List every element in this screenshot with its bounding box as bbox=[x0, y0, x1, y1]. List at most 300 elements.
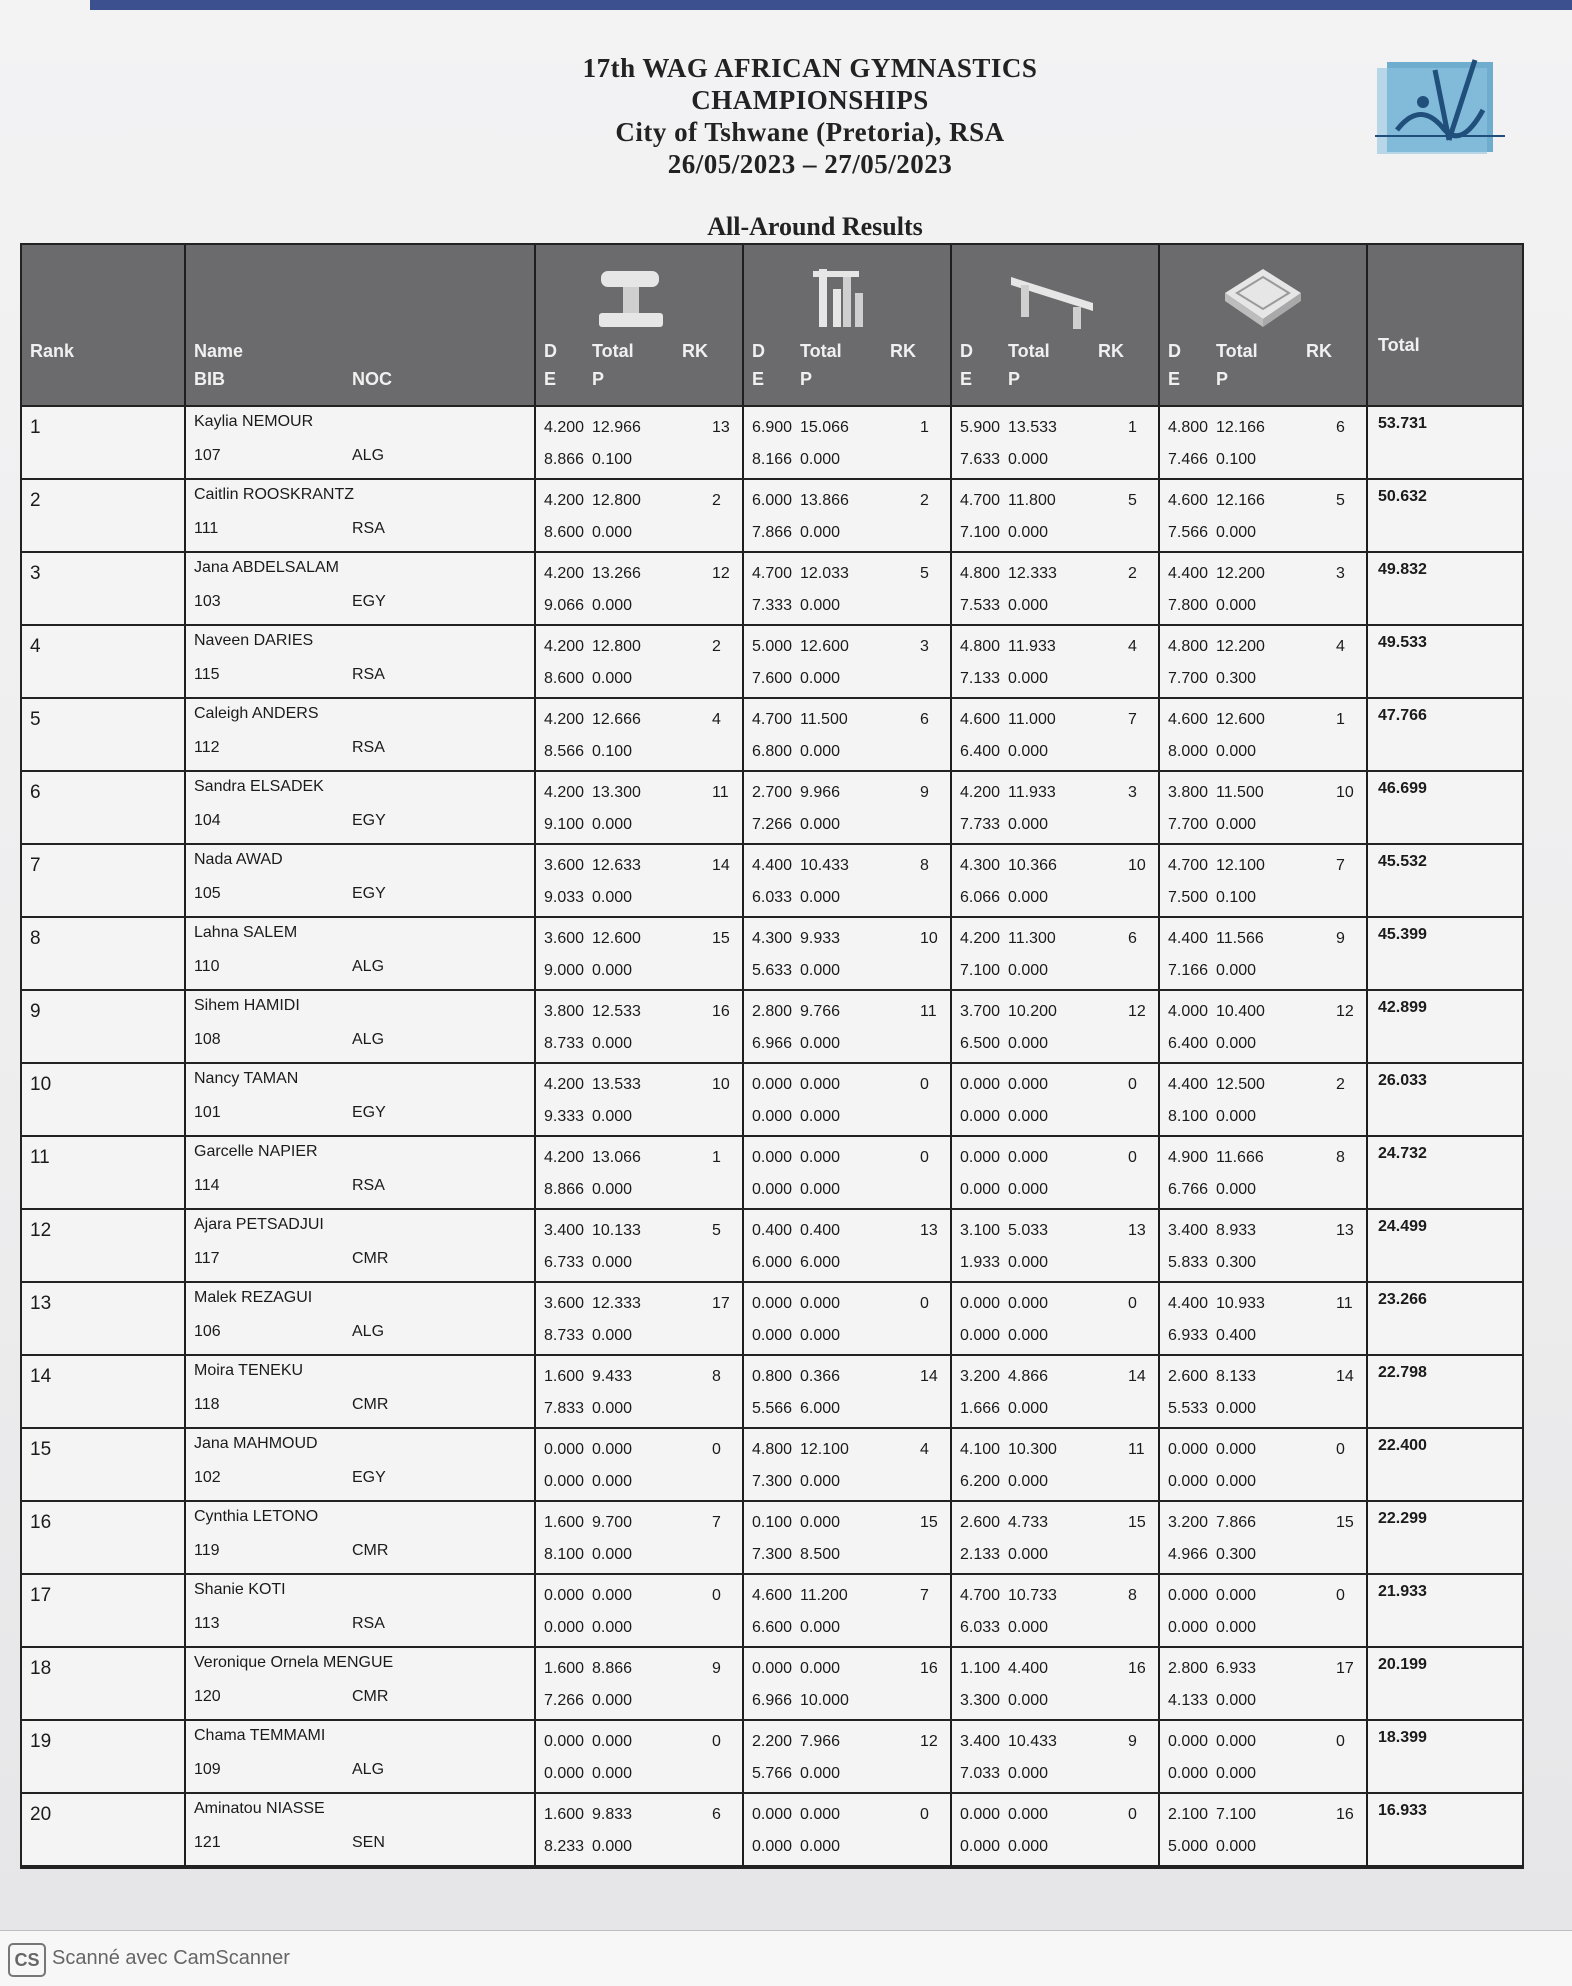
noc-code: CMR bbox=[352, 1688, 389, 1705]
vt-e-score: 8.733 bbox=[544, 1035, 585, 1052]
all-around-total: 21.933 bbox=[1378, 1583, 1427, 1600]
bib-number: 108 bbox=[194, 1031, 221, 1048]
bb-rk-score: 5 bbox=[1128, 492, 1137, 509]
bb-p-score: 0.000 bbox=[1008, 1692, 1049, 1709]
vt-rk-score: 16 bbox=[712, 1003, 730, 1020]
column-divider bbox=[184, 1210, 186, 1281]
column-divider bbox=[1366, 1502, 1368, 1573]
fx-p-score: 0.300 bbox=[1216, 670, 1257, 687]
fx-e-score: 7.700 bbox=[1168, 670, 1209, 687]
column-divider bbox=[184, 1794, 186, 1865]
athlete-name: Kaylia NEMOUR bbox=[194, 413, 314, 430]
column-divider bbox=[1366, 1283, 1368, 1354]
column-divider bbox=[1158, 1137, 1160, 1208]
column-divider bbox=[1366, 918, 1368, 989]
ub-p-score: 0.000 bbox=[800, 962, 841, 979]
column-divider bbox=[1158, 1502, 1160, 1573]
ub-e-score: 6.966 bbox=[752, 1692, 793, 1709]
column-divider bbox=[184, 845, 186, 916]
fx-rk-score: 3 bbox=[1336, 565, 1345, 582]
fx-total-score: 10.400 bbox=[1216, 1003, 1265, 1020]
all-around-total: 24.732 bbox=[1378, 1145, 1427, 1162]
all-around-total: 50.632 bbox=[1378, 488, 1427, 505]
athlete-name: Nancy TAMAN bbox=[194, 1070, 299, 1087]
bb-d-score: 0.000 bbox=[960, 1076, 1001, 1093]
rank-cell: 19 bbox=[30, 1731, 52, 1752]
column-divider bbox=[742, 1575, 744, 1646]
rank-cell: 13 bbox=[30, 1293, 52, 1314]
fx-total-score: 12.166 bbox=[1216, 419, 1265, 436]
all-around-total: 22.400 bbox=[1378, 1437, 1427, 1454]
bb-rk-score: 2 bbox=[1128, 565, 1137, 582]
vt-d-score: 3.600 bbox=[544, 857, 585, 874]
fx-p-score: 0.000 bbox=[1216, 743, 1257, 760]
column-divider bbox=[950, 991, 952, 1062]
bib-number: 112 bbox=[194, 739, 220, 756]
bb-p-score: 0.000 bbox=[1008, 1327, 1049, 1344]
fx-p-score: 0.000 bbox=[1216, 1400, 1257, 1417]
column-divider bbox=[184, 1064, 186, 1135]
column-divider bbox=[184, 1137, 186, 1208]
ub-rk-score: 7 bbox=[920, 1587, 929, 1604]
fx-p-score: 0.000 bbox=[1216, 1035, 1257, 1052]
header-divider bbox=[742, 245, 744, 405]
column-divider bbox=[534, 772, 536, 843]
table-row bbox=[22, 991, 1522, 1064]
vt-p-score: 0.000 bbox=[592, 1108, 633, 1125]
athlete-name: Nada AWAD bbox=[194, 851, 283, 868]
bb-d-score: 1.100 bbox=[960, 1660, 1001, 1677]
vt-d-score: 4.200 bbox=[544, 711, 585, 728]
bb-total-score: 4.733 bbox=[1008, 1514, 1049, 1531]
ub-p-score: 0.000 bbox=[800, 743, 841, 760]
table-row bbox=[22, 1064, 1522, 1137]
athlete-name: Veronique Ornela MENGUE bbox=[194, 1654, 394, 1671]
column-divider bbox=[184, 1575, 186, 1646]
column-divider bbox=[1158, 553, 1160, 624]
bb-p-score: 0.000 bbox=[1008, 1181, 1049, 1198]
fx-d-score: 4.900 bbox=[1168, 1149, 1209, 1166]
ub-e-score: 0.000 bbox=[752, 1108, 793, 1125]
bb-p-score: 0.000 bbox=[1008, 1108, 1049, 1125]
bb-total-score: 10.366 bbox=[1008, 857, 1057, 874]
camscanner-logo-icon: CS bbox=[8, 1943, 46, 1977]
vt-d-score: 4.200 bbox=[544, 1076, 585, 1093]
bb-total-score: 11.933 bbox=[1008, 638, 1056, 655]
col-rank-header: Rank bbox=[30, 341, 75, 361]
fx-rk-score: 2 bbox=[1336, 1076, 1345, 1093]
bb-d-score: 4.600 bbox=[960, 711, 1001, 728]
bib-number: 120 bbox=[194, 1688, 221, 1705]
column-divider bbox=[950, 1648, 952, 1719]
bb-total-score: 10.300 bbox=[1008, 1441, 1057, 1458]
ub-rk-score: 10 bbox=[920, 930, 938, 947]
vt-d-score: 1.600 bbox=[544, 1660, 585, 1677]
vt-total-score: 9.700 bbox=[592, 1514, 633, 1531]
noc-code: RSA bbox=[352, 739, 385, 756]
column-divider bbox=[950, 1794, 952, 1865]
fx-rk-score: 6 bbox=[1336, 419, 1345, 436]
column-divider bbox=[1158, 1210, 1160, 1281]
all-around-total: 20.199 bbox=[1378, 1656, 1427, 1673]
results-subtitle: All-Around Results bbox=[707, 212, 923, 241]
rank-cell: 16 bbox=[30, 1512, 52, 1533]
bb-total-score: 0.000 bbox=[1008, 1806, 1049, 1823]
fx-total-score: 12.500 bbox=[1216, 1076, 1265, 1093]
ub-total-score: 0.000 bbox=[800, 1514, 841, 1531]
column-divider bbox=[184, 1648, 186, 1719]
rank-cell: 9 bbox=[30, 1001, 41, 1022]
bb-d-score: 4.700 bbox=[960, 492, 1001, 509]
athlete-name: Aminatou NIASSE bbox=[194, 1800, 325, 1817]
ub-d-score: 0.000 bbox=[752, 1806, 793, 1823]
bb-e-score: 6.400 bbox=[960, 743, 1001, 760]
vt-d-score: 4.200 bbox=[544, 638, 585, 655]
vt-total-score: 12.966 bbox=[592, 419, 641, 436]
vt-e-score: 8.866 bbox=[544, 451, 585, 468]
column-divider bbox=[534, 1502, 536, 1573]
vault-icon bbox=[587, 263, 677, 335]
noc-code: RSA bbox=[352, 1615, 385, 1632]
table-row bbox=[22, 626, 1522, 699]
ub-e-score: 7.333 bbox=[752, 597, 793, 614]
vt-total-score: 10.133 bbox=[592, 1222, 641, 1239]
column-divider bbox=[534, 699, 536, 770]
ub-p-score: 0.000 bbox=[800, 1838, 841, 1855]
fx-rk-score: 14 bbox=[1336, 1368, 1354, 1385]
vt-e-score: 0.000 bbox=[544, 1473, 585, 1490]
fx-total-score: 7.866 bbox=[1216, 1514, 1257, 1531]
bb-total-score: 10.433 bbox=[1008, 1733, 1057, 1750]
all-around-total: 49.533 bbox=[1378, 634, 1427, 651]
vt-total-score: 12.633 bbox=[592, 857, 641, 874]
ub-p-score: 8.500 bbox=[800, 1546, 841, 1563]
rank-cell: 2 bbox=[30, 490, 41, 511]
bib-number: 107 bbox=[194, 447, 221, 464]
bb-total-score: 11.800 bbox=[1008, 492, 1056, 509]
column-divider bbox=[742, 1794, 744, 1865]
column-divider bbox=[950, 1429, 952, 1500]
fx-e-score: 5.533 bbox=[1168, 1400, 1209, 1417]
ub-total-score: 0.000 bbox=[800, 1076, 841, 1093]
noc-code: ALG bbox=[352, 1761, 385, 1778]
all-around-total: 23.266 bbox=[1378, 1291, 1427, 1308]
column-divider bbox=[950, 918, 952, 989]
column-divider bbox=[1158, 1721, 1160, 1792]
ub-p-score: 0.000 bbox=[800, 1473, 841, 1490]
vt-p-score: 0.100 bbox=[592, 743, 633, 760]
vt-d-score: 4.200 bbox=[544, 1149, 585, 1166]
rank-cell: 1 bbox=[30, 417, 41, 438]
fx-e-score: 6.933 bbox=[1168, 1327, 1209, 1344]
bb-rk-score: 3 bbox=[1128, 784, 1137, 801]
fx-d-score: 4.400 bbox=[1168, 930, 1209, 947]
ub-d-score: 4.300 bbox=[752, 930, 793, 947]
column-divider bbox=[742, 1721, 744, 1792]
column-divider bbox=[742, 1064, 744, 1135]
column-divider bbox=[742, 480, 744, 551]
ub-p-score: 0.000 bbox=[800, 1108, 841, 1125]
fx-p-score: 0.000 bbox=[1216, 816, 1257, 833]
column-divider bbox=[1158, 407, 1160, 478]
column-divider bbox=[950, 1064, 952, 1135]
federation-logo bbox=[1365, 40, 1515, 165]
fx-rk-score: 0 bbox=[1336, 1733, 1345, 1750]
vt-e-score: 8.600 bbox=[544, 670, 585, 687]
column-divider bbox=[534, 1648, 536, 1719]
vt-rk-score: 14 bbox=[712, 857, 730, 874]
bb-d-score: 4.800 bbox=[960, 565, 1001, 582]
table-row bbox=[22, 1502, 1522, 1575]
ub-d-score: 5.000 bbox=[752, 638, 793, 655]
uneven-bars-icon bbox=[797, 263, 887, 335]
fx-p-score: 0.300 bbox=[1216, 1254, 1257, 1271]
column-divider bbox=[534, 991, 536, 1062]
vt-rk-score: 7 bbox=[712, 1514, 721, 1531]
bb-rk-score: 6 bbox=[1128, 930, 1137, 947]
vt-rk-score: 0 bbox=[712, 1441, 721, 1458]
fx-rk-score: 10 bbox=[1336, 784, 1354, 801]
ub-total-score: 0.000 bbox=[800, 1806, 841, 1823]
vt-rk-score: 15 bbox=[712, 930, 730, 947]
fx-rk-score: 12 bbox=[1336, 1003, 1354, 1020]
ub-e-score: 5.766 bbox=[752, 1765, 793, 1782]
fx-p-score: 0.300 bbox=[1216, 1546, 1257, 1563]
vt-total-score: 13.066 bbox=[592, 1149, 641, 1166]
ub-d-score: 4.600 bbox=[752, 1587, 793, 1604]
vt-e-score: 7.833 bbox=[544, 1400, 585, 1417]
vt-total-score: 12.800 bbox=[592, 492, 641, 509]
fx-total-score: 12.200 bbox=[1216, 638, 1265, 655]
fx-p-score: 0.000 bbox=[1216, 962, 1257, 979]
column-divider bbox=[1366, 772, 1368, 843]
bb-p-score: 0.000 bbox=[1008, 1765, 1049, 1782]
fx-p-score: 0.000 bbox=[1216, 1181, 1257, 1198]
column-divider bbox=[1366, 1137, 1368, 1208]
fx-total-score: 8.933 bbox=[1216, 1222, 1257, 1239]
bb-rk-score: 1 bbox=[1128, 419, 1137, 436]
column-divider bbox=[950, 1502, 952, 1573]
ub-rk-score: 9 bbox=[920, 784, 929, 801]
fx-total-score: 12.200 bbox=[1216, 565, 1265, 582]
column-divider bbox=[1158, 1429, 1160, 1500]
vt-total-score: 13.300 bbox=[592, 784, 641, 801]
noc-code: SEN bbox=[352, 1834, 385, 1851]
fx-e-label: E bbox=[1168, 369, 1181, 389]
fx-d-score: 3.400 bbox=[1168, 1222, 1209, 1239]
top-color-band bbox=[90, 0, 1572, 10]
bb-p-score: 0.000 bbox=[1008, 1035, 1049, 1052]
bib-number: 106 bbox=[194, 1323, 221, 1340]
ub-p-score: 0.000 bbox=[800, 451, 841, 468]
bb-p-score: 0.000 bbox=[1008, 1254, 1049, 1271]
column-divider bbox=[742, 918, 744, 989]
ub-total-score: 0.366 bbox=[800, 1368, 841, 1385]
ub-total-score: 0.000 bbox=[800, 1295, 841, 1312]
ub-rk-score: 15 bbox=[920, 1514, 938, 1531]
fx-d-score: 4.000 bbox=[1168, 1003, 1209, 1020]
column-divider bbox=[184, 407, 186, 478]
ub-d-score: 0.400 bbox=[752, 1222, 793, 1239]
table-row bbox=[22, 699, 1522, 772]
fx-rk-score: 9 bbox=[1336, 930, 1345, 947]
fx-rk-score: 7 bbox=[1336, 857, 1345, 874]
bb-e-score: 7.633 bbox=[960, 451, 1001, 468]
athlete-name: Caleigh ANDERS bbox=[194, 705, 319, 722]
fx-d-score: 4.400 bbox=[1168, 1076, 1209, 1093]
vt-total-score: 12.800 bbox=[592, 638, 641, 655]
bb-p-score: 0.000 bbox=[1008, 1838, 1049, 1855]
column-divider bbox=[534, 1356, 536, 1427]
vt-p-score: 0.000 bbox=[592, 1400, 633, 1417]
vt-p-score: 0.000 bbox=[592, 597, 633, 614]
bb-d-score: 0.000 bbox=[960, 1295, 1001, 1312]
bb-e-score: 7.100 bbox=[960, 962, 1001, 979]
athlete-name: Malek REZAGUI bbox=[194, 1289, 313, 1306]
rank-cell: 10 bbox=[30, 1074, 52, 1095]
fx-p-score: 0.000 bbox=[1216, 1692, 1257, 1709]
noc-code: EGY bbox=[352, 1469, 386, 1486]
column-divider bbox=[950, 772, 952, 843]
athlete-name: Shanie KOTI bbox=[194, 1581, 286, 1598]
bb-d-score: 2.600 bbox=[960, 1514, 1001, 1531]
bb-p-score: 0.000 bbox=[1008, 1546, 1049, 1563]
bb-p-score: 0.000 bbox=[1008, 1473, 1049, 1490]
column-divider bbox=[742, 991, 744, 1062]
vt-rk-score: 0 bbox=[712, 1587, 721, 1604]
column-divider bbox=[1158, 1064, 1160, 1135]
ub-d-score: 0.000 bbox=[752, 1295, 793, 1312]
column-divider bbox=[534, 1283, 536, 1354]
fx-d-label: D bbox=[1168, 341, 1181, 361]
vt-rk-score: 12 bbox=[712, 565, 730, 582]
vt-d-label: D bbox=[544, 341, 557, 361]
fx-rk-score: 8 bbox=[1336, 1149, 1345, 1166]
noc-code: CMR bbox=[352, 1250, 389, 1267]
ub-p-score: 0.000 bbox=[800, 1619, 841, 1636]
ub-e-score: 0.000 bbox=[752, 1838, 793, 1855]
ub-e-score: 7.866 bbox=[752, 524, 793, 541]
bb-d-score: 3.700 bbox=[960, 1003, 1001, 1020]
ub-e-score: 7.300 bbox=[752, 1473, 793, 1490]
vt-p-score: 0.000 bbox=[592, 1619, 633, 1636]
all-around-total: 26.033 bbox=[1378, 1072, 1427, 1089]
bb-total-score: 11.300 bbox=[1008, 930, 1056, 947]
ub-total-score: 0.000 bbox=[800, 1149, 841, 1166]
bb-rk-score: 0 bbox=[1128, 1149, 1137, 1166]
table-row bbox=[22, 1356, 1522, 1429]
column-divider bbox=[184, 991, 186, 1062]
column-divider bbox=[742, 1429, 744, 1500]
bb-p-score: 0.000 bbox=[1008, 1400, 1049, 1417]
noc-code: RSA bbox=[352, 666, 385, 683]
fx-rk-score: 5 bbox=[1336, 492, 1345, 509]
fx-p-score: 0.000 bbox=[1216, 1838, 1257, 1855]
vt-e-score: 9.066 bbox=[544, 597, 585, 614]
bb-p-score: 0.000 bbox=[1008, 524, 1049, 541]
noc-code: ALG bbox=[352, 958, 385, 975]
bb-e-score: 6.033 bbox=[960, 1619, 1001, 1636]
vt-rk-score: 2 bbox=[712, 492, 721, 509]
vt-d-score: 4.200 bbox=[544, 784, 585, 801]
fx-e-score: 0.000 bbox=[1168, 1619, 1209, 1636]
rank-cell: 3 bbox=[30, 563, 41, 584]
column-divider bbox=[1366, 626, 1368, 697]
table-row bbox=[22, 1575, 1522, 1648]
fx-d-score: 0.000 bbox=[1168, 1441, 1209, 1458]
vt-d-score: 4.200 bbox=[544, 565, 585, 582]
results-table-header bbox=[22, 245, 1522, 407]
header-divider bbox=[534, 245, 536, 405]
ub-total-score: 11.500 bbox=[800, 711, 848, 728]
column-divider bbox=[534, 1064, 536, 1135]
ub-rk-score: 14 bbox=[920, 1368, 938, 1385]
table-row bbox=[22, 845, 1522, 918]
ub-rk-score: 1 bbox=[920, 419, 929, 436]
fx-e-score: 7.566 bbox=[1168, 524, 1209, 541]
bb-e-score: 6.200 bbox=[960, 1473, 1001, 1490]
column-divider bbox=[1158, 1283, 1160, 1354]
bib-number: 101 bbox=[194, 1104, 221, 1121]
ub-rk-label: RK bbox=[890, 341, 916, 361]
ub-p-score: 0.000 bbox=[800, 1035, 841, 1052]
bb-d-score: 0.000 bbox=[960, 1149, 1001, 1166]
bb-e-score: 7.133 bbox=[960, 670, 1001, 687]
ub-d-score: 0.000 bbox=[752, 1149, 793, 1166]
vt-total-score: 9.433 bbox=[592, 1368, 633, 1385]
vt-d-score: 3.600 bbox=[544, 1295, 585, 1312]
header-divider bbox=[1158, 245, 1160, 405]
column-divider bbox=[742, 699, 744, 770]
vt-e-score: 7.266 bbox=[544, 1692, 585, 1709]
fx-total-score: 11.500 bbox=[1216, 784, 1264, 801]
ub-total-score: 9.766 bbox=[800, 1003, 841, 1020]
column-divider bbox=[534, 1429, 536, 1500]
bib-number: 102 bbox=[194, 1469, 221, 1486]
results-table bbox=[20, 243, 1524, 1869]
fx-p-score: 0.000 bbox=[1216, 1473, 1257, 1490]
vt-total-score: 12.666 bbox=[592, 711, 641, 728]
title-line-4: 26/05/2023 – 27/05/2023 bbox=[667, 149, 953, 179]
table-row bbox=[22, 1648, 1522, 1721]
balance-beam-icon bbox=[1007, 263, 1097, 335]
vt-p-score: 0.000 bbox=[592, 1838, 633, 1855]
bb-rk-score: 13 bbox=[1128, 1222, 1146, 1239]
bb-d-score: 0.000 bbox=[960, 1806, 1001, 1823]
fx-d-score: 4.800 bbox=[1168, 419, 1209, 436]
vt-p-score: 0.000 bbox=[592, 962, 633, 979]
bb-d-score: 3.200 bbox=[960, 1368, 1001, 1385]
vt-rk-label: RK bbox=[682, 341, 708, 361]
vt-d-score: 0.000 bbox=[544, 1587, 585, 1604]
vt-total-label: Total bbox=[592, 341, 634, 361]
fx-e-score: 7.466 bbox=[1168, 451, 1209, 468]
rank-cell: 17 bbox=[30, 1585, 52, 1606]
vt-d-score: 0.000 bbox=[544, 1441, 585, 1458]
athlete-name: Sandra ELSADEK bbox=[194, 778, 324, 795]
ub-p-score: 0.000 bbox=[800, 1765, 841, 1782]
ub-total-score: 10.433 bbox=[800, 857, 849, 874]
athlete-name: Jana MAHMOUD bbox=[194, 1435, 318, 1452]
noc-code: EGY bbox=[352, 593, 386, 610]
vt-total-score: 0.000 bbox=[592, 1587, 633, 1604]
bib-number: 115 bbox=[194, 666, 220, 683]
column-divider bbox=[534, 1137, 536, 1208]
all-around-total: 47.766 bbox=[1378, 707, 1427, 724]
vt-rk-score: 4 bbox=[712, 711, 721, 728]
bib-number: 111 bbox=[194, 520, 219, 537]
fx-rk-score: 13 bbox=[1336, 1222, 1354, 1239]
